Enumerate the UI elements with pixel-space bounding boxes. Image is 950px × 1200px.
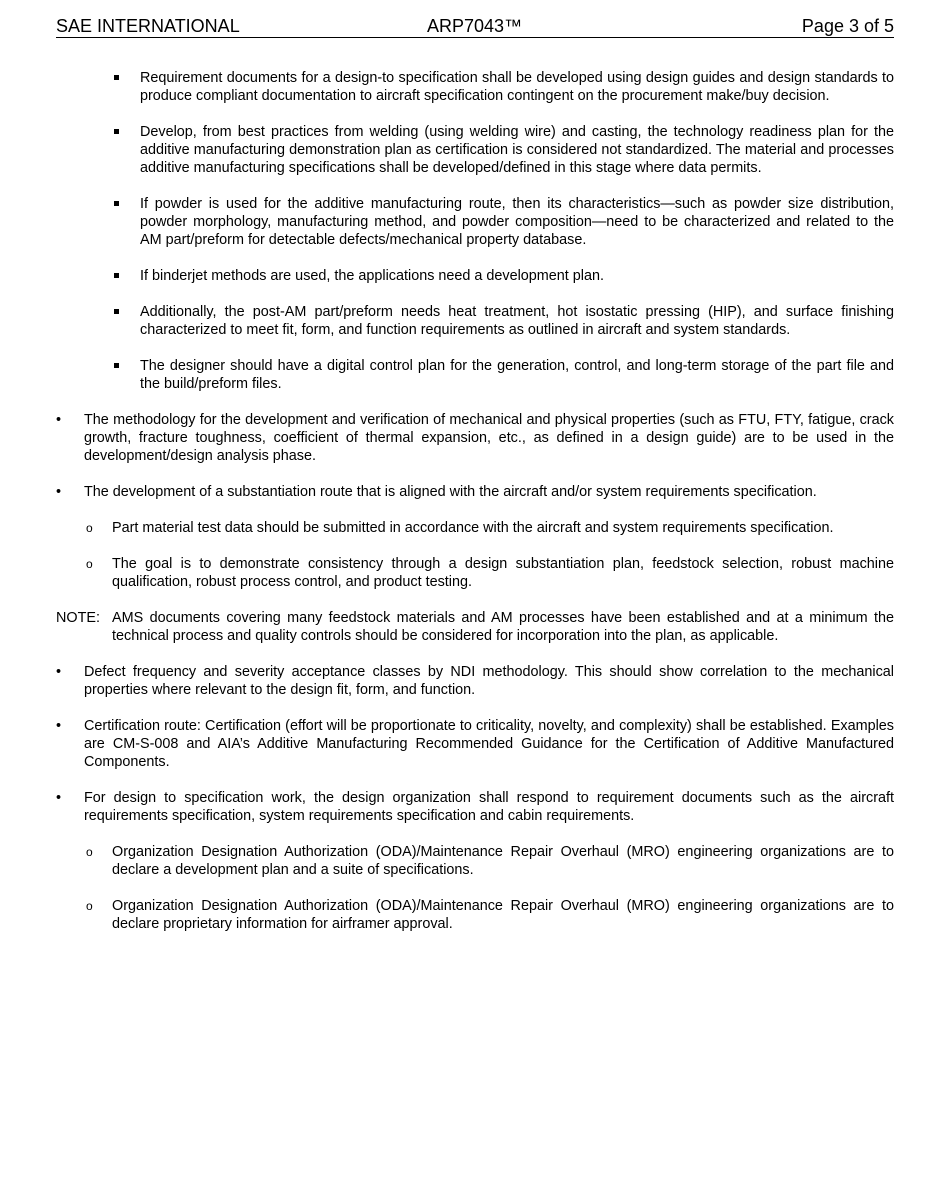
list-item-text: The methodology for the development and verification of mechanical and physical properties (such as FTU, FTY, fatigue, crack growth, fracture toughness, coefficient of thermal expansion, etc., as defined in a design guide) are to be used in the development/design analysis phase. (84, 412, 894, 464)
bullet-icon: • (56, 412, 62, 428)
list-item-text: Defect frequency and severity acceptance classes by NDI methodology. This should show correlation to the mechanical properties where relevant to the design fit, form, and function. (84, 664, 894, 698)
list-item (56, 789, 894, 825)
list-item-text: The goal is to demonstrate consistency through a design substantiation plan, feedstock selection, robust machine qualification, robust process control, and product testing. (112, 556, 894, 590)
list-item (56, 69, 894, 105)
list-item (56, 519, 894, 537)
note-label: NOTE: (56, 610, 100, 626)
list-item-text: The development of a substantiation route that is aligned with the aircraft and/or system requirements specification. (84, 484, 817, 500)
list-item-text: Additionally, the post-AM part/preform needs heat treatment, hot isostatic pressing (HIP), and surface finishing characterized to meet fit, form, and function requirements as outlined in aircraft and system standards. (140, 304, 894, 338)
list-item (56, 555, 894, 591)
list-item (56, 717, 894, 771)
bullet-icon: • (56, 718, 62, 734)
list-item (56, 195, 894, 249)
list-item-text: Certification route: Certification (effort will be proportionate to criticality, novelty, and complexity) shall be established. Examples are CM-S-008 and AIA’s Additive Manufacturing Recommended Guidance for the Certification of Additive Manufactured Components. (84, 718, 894, 770)
square-bullet-icon (114, 201, 119, 206)
list-item-text: Organization Designation Authorization (ODA)/Maintenance Repair Overhaul (MRO) engineering organizations are to declare proprietary information for airframer approval. (112, 898, 894, 932)
circle-bullet-icon: o (86, 845, 93, 859)
list-item-text: The designer should have a digital control plan for the generation, control, and long-term storage of the part file and the build/preform files. (140, 358, 894, 392)
list-item-text: If binderjet methods are used, the applications need a development plan. (140, 268, 605, 284)
bullet-icon: • (56, 790, 62, 806)
square-bullet-icon (114, 129, 119, 134)
circle-bullet-icon: o (86, 899, 93, 913)
circle-bullet-icon: o (86, 521, 93, 535)
list-item (56, 483, 894, 501)
list-item (56, 411, 894, 465)
list-item (56, 843, 894, 879)
list-item-text: Part material test data should be submitted in accordance with the aircraft and system requirements specification. (112, 520, 834, 536)
square-bullet-icon (114, 363, 119, 368)
note-text: AMS documents covering many feedstock materials and AM processes have been established and at a minimum the technical process and quality controls should be considered for incorporation into the plan, as applicable. (112, 610, 894, 644)
list-item (56, 663, 894, 699)
list-item-text: If powder is used for the additive manufacturing route, then its characteristics—such as powder size distribution, powder morphology, manufacturing method, and powder composition—need to be characterized and related to the AM part/preform for detectable defects/mechanical property database. (140, 196, 894, 248)
header-document-number: ARP7043™ (427, 16, 523, 36)
list-item-text: Organization Designation Authorization (ODA)/Maintenance Repair Overhaul (MRO) engineering organizations are to declare a development plan and a suite of specifications. (112, 844, 894, 878)
square-bullet-icon (114, 309, 119, 314)
list-item (56, 267, 894, 285)
bullet-icon: • (56, 664, 62, 680)
document-body (56, 69, 894, 951)
list-item (56, 303, 894, 339)
list-item-text: Requirement documents for a design-to specification shall be developed using design guides and design standards to produce compliant documentation to aircraft specification contingent on the procurement make/buy decision. (140, 70, 894, 104)
note (56, 609, 894, 645)
list-item (56, 357, 894, 393)
list-item-text: For design to specification work, the design organization shall respond to requirement documents such as the aircraft requirements specification, system requirements specification and cabin requirements. (84, 790, 894, 824)
circle-bullet-icon: o (86, 557, 93, 571)
list-item (56, 897, 894, 933)
square-bullet-icon (114, 75, 119, 80)
page-header (56, 16, 894, 38)
square-bullet-icon (114, 273, 119, 278)
header-page-number: Page 3 of 5 (801, 16, 894, 36)
header-organization: SAE INTERNATIONAL (56, 16, 240, 36)
list-item (56, 123, 894, 177)
bullet-icon: • (56, 484, 62, 500)
list-item-text: Develop, from best practices from welding (using welding wire) and casting, the technology readiness plan for the additive manufacturing demonstration plan as certification is considered not standardized. The material and processes additive manufacturing specifications shall be developed/defined in this stage where data permits. (140, 124, 894, 176)
